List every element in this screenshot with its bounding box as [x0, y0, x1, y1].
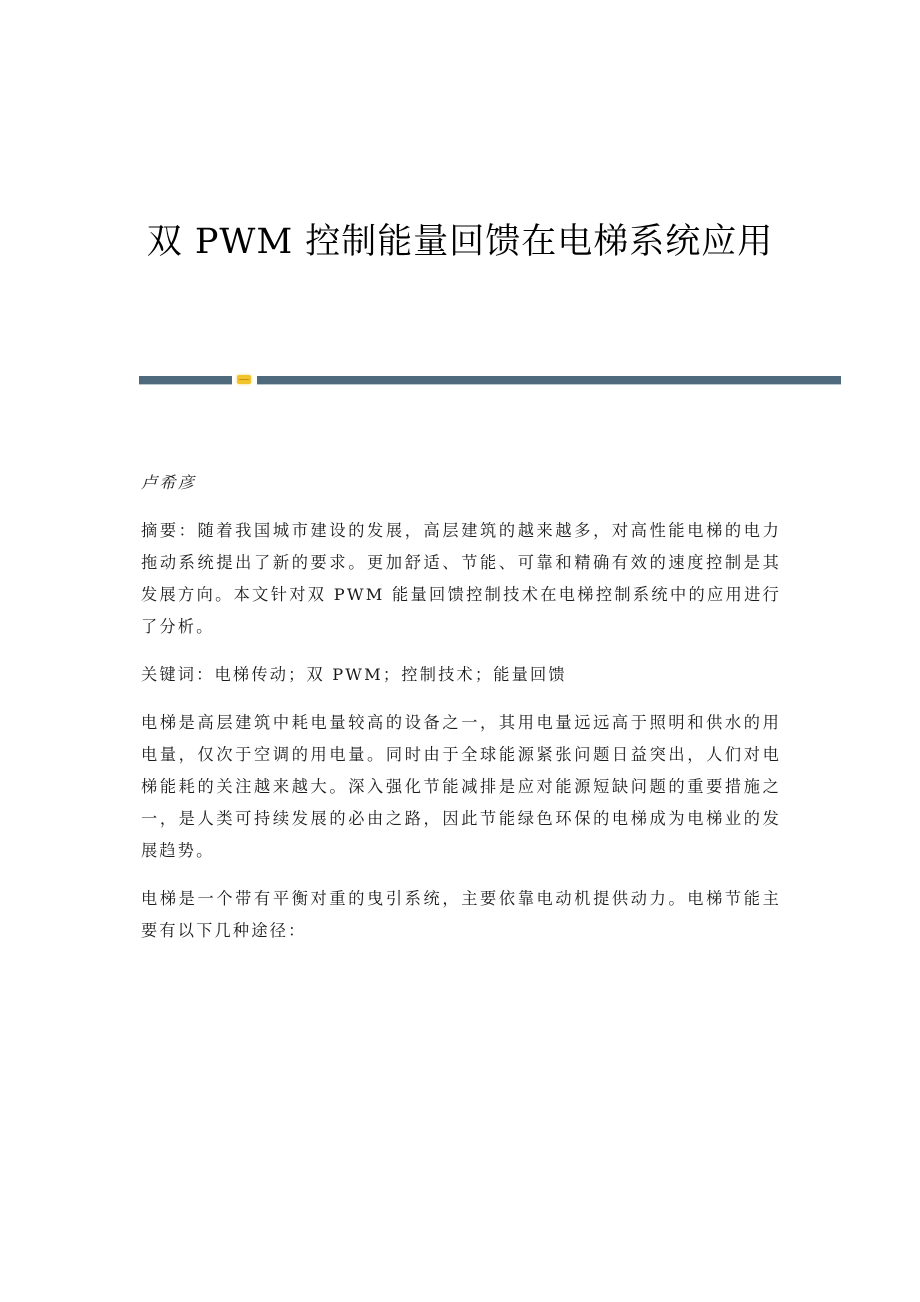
- abstract: 摘要：随着我国城市建设的发展，高层建筑的越来越多，对高性能电梯的电力拖动系统提出了新的要求。更加舒适、节能、可靠和精确有效的速度控制是其发展方向。本文针对双 PWM 能量回馈控制技术在电梯控制系统中的应用进行了分析。: [141, 521, 781, 636]
- keywords: 关键词：电梯传动；双 PWM；控制技术；能量回馈: [141, 665, 567, 684]
- title-divider: [139, 375, 841, 385]
- document-title: 双 PWM 控制能量回馈在电梯系统应用: [146, 222, 774, 262]
- body-paragraph: 电梯是高层建筑中耗电量较高的设备之一，其用电量远远高于照明和供水的用电量，仅次于空调的用电量。同时由于全球能源紧张问题日益突出，人们对电梯能耗的关注越来越大。深入强化节能减排是应对能源短缺问题的重要措施之一，是人类可持续发展的必由之路，因此节能绿色环保的电梯成为电梯业的发展趋势。: [141, 713, 781, 860]
- document-body: [141, 467, 781, 963]
- divider-bar-left: [139, 376, 232, 385]
- author-name: 卢希彦: [141, 473, 197, 492]
- body-paragraph: 电梯是一个带有平衡对重的曳引系统，主要依靠电动机提供动力。电梯节能主要有以下几种途径：: [141, 889, 781, 940]
- divider-bar-right: [257, 376, 841, 385]
- divider-ornament-icon: [237, 375, 251, 384]
